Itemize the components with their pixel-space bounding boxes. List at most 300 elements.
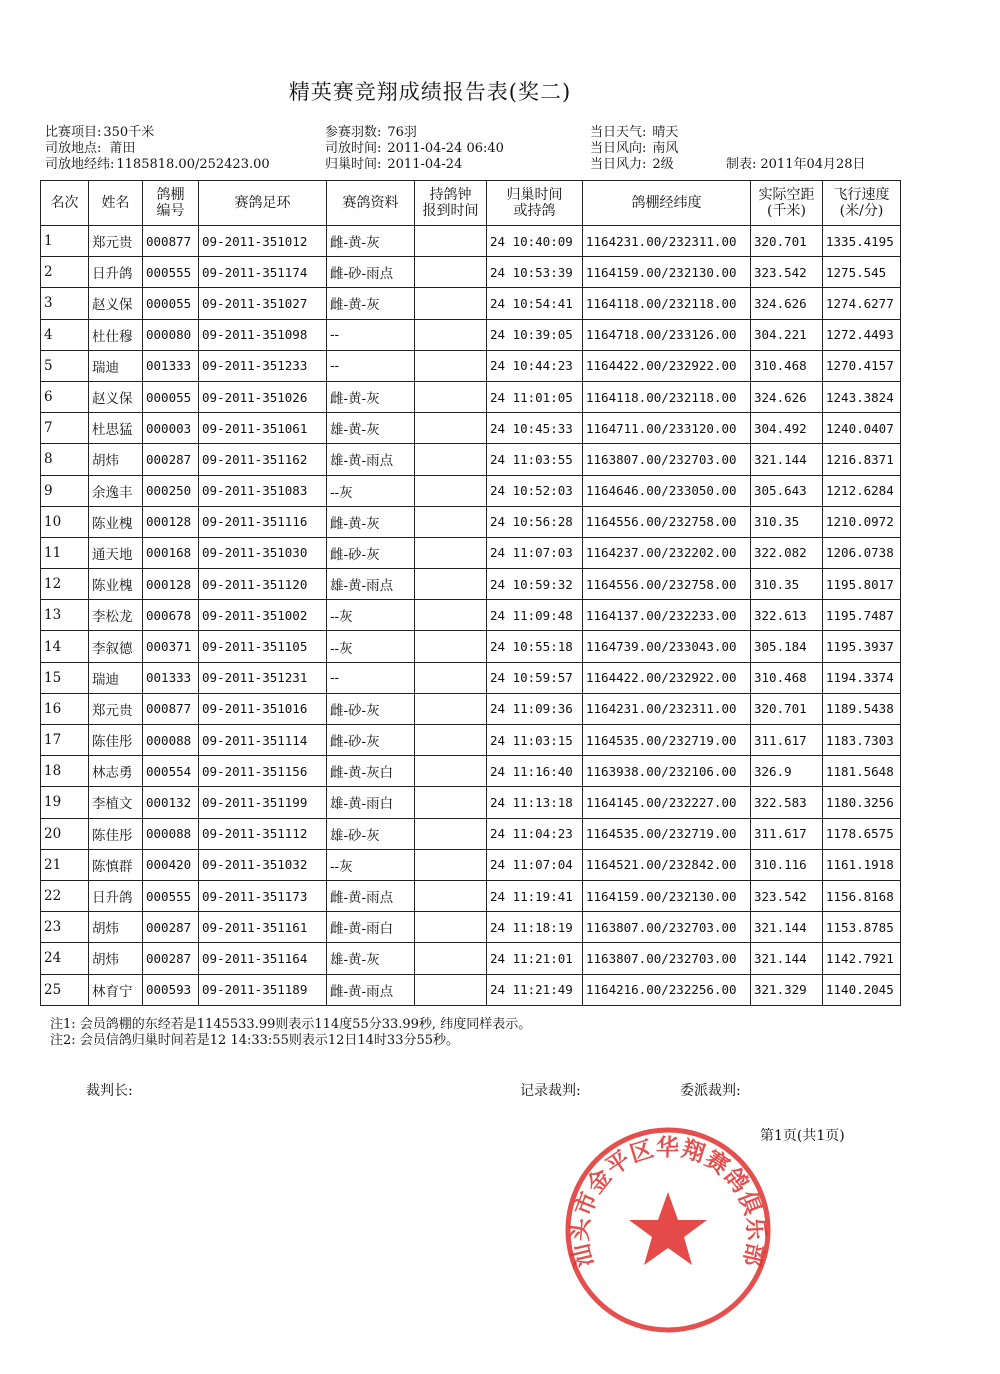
- cell-arrival: 24 11:21:49: [487, 974, 583, 1005]
- cell-info: 雄-黄-雨点: [327, 569, 415, 600]
- cell-clock: [415, 319, 487, 350]
- cell-speed: 1274.6277: [823, 288, 901, 319]
- cell-info: --: [327, 319, 415, 350]
- report-title: 精英赛竞翔成绩报告表(奖二): [288, 80, 572, 104]
- cell-rank: 4: [41, 319, 89, 350]
- header-arrival-time: 归巢时间 或持鸽: [487, 181, 583, 226]
- cell-loft: 000371: [143, 631, 199, 662]
- cell-ring: 09-2011-351199: [199, 787, 327, 818]
- cell-clock: [415, 849, 487, 880]
- recording-judge-label: 记录裁判:: [520, 1083, 581, 1099]
- cell-clock: [415, 226, 487, 257]
- table-row: [41, 288, 901, 319]
- cell-arrival: 24 10:45:33: [487, 413, 583, 444]
- table-row: [41, 974, 901, 1005]
- cell-name: 赵义保: [89, 381, 143, 412]
- cell-arrival: 24 11:19:41: [487, 880, 583, 911]
- cell-clock: [415, 257, 487, 288]
- weather-value: 晴天: [652, 125, 679, 140]
- cell-info: 雄-黄-雨点: [327, 444, 415, 475]
- cell-clock: [415, 818, 487, 849]
- cell-speed: 1195.3937: [823, 631, 901, 662]
- cell-speed: 1195.8017: [823, 569, 901, 600]
- cell-distance: 323.542: [751, 880, 823, 911]
- cell-info: 雌-砂-灰: [327, 693, 415, 724]
- cell-distance: 310.116: [751, 849, 823, 880]
- cell-coords: 1164718.00/233126.00: [583, 319, 751, 350]
- cell-arrival: 24 10:39:05: [487, 319, 583, 350]
- cell-info: 雄-砂-灰: [327, 818, 415, 849]
- cell-distance: 310.35: [751, 506, 823, 537]
- cell-distance: 322.583: [751, 787, 823, 818]
- return-time-value: 2011-04-24: [387, 157, 463, 172]
- cell-distance: 304.221: [751, 319, 823, 350]
- cell-speed: 1161.1918: [823, 849, 901, 880]
- cell-arrival: 24 11:03:55: [487, 444, 583, 475]
- cell-rank: 20: [41, 818, 89, 849]
- cell-loft: 001333: [143, 662, 199, 693]
- results-body: [41, 226, 901, 1006]
- header-speed: 飞行速度 (米/分): [823, 181, 901, 226]
- cell-speed: 1195.7487: [823, 600, 901, 631]
- cell-info: 雌-黄-灰: [327, 506, 415, 537]
- cell-loft: 000128: [143, 569, 199, 600]
- cell-rank: 2: [41, 257, 89, 288]
- info-column-middle: [325, 125, 504, 173]
- cell-name: 李叙德: [89, 631, 143, 662]
- cell-ring: 09-2011-351114: [199, 725, 327, 756]
- cell-rank: 11: [41, 537, 89, 568]
- cell-arrival: 24 11:21:01: [487, 943, 583, 974]
- cell-clock: [415, 381, 487, 412]
- cell-arrival: 24 10:56:28: [487, 506, 583, 537]
- cell-coords: 1164646.00/233050.00: [583, 475, 751, 506]
- svg-text:汕头市金平区华翔赛鸽俱乐部: 汕头市金平区华翔赛鸽俱乐部: [566, 1134, 770, 1270]
- results-table: [40, 180, 901, 1006]
- header-loft-no: 鸽棚 编号: [143, 181, 199, 226]
- cell-arrival: 24 10:52:03: [487, 475, 583, 506]
- cell-ring: 09-2011-351027: [199, 288, 327, 319]
- cell-coords: 1164216.00/232256.00: [583, 974, 751, 1005]
- cell-info: 雌-黄-雨点: [327, 974, 415, 1005]
- seal-star-icon: [629, 1192, 707, 1265]
- table-row: [41, 319, 901, 350]
- cell-rank: 8: [41, 444, 89, 475]
- table-row: [41, 569, 901, 600]
- header-rank: 名次: [41, 181, 89, 226]
- cell-info: 雄-黄-雨白: [327, 787, 415, 818]
- cell-arrival: 24 10:54:41: [487, 288, 583, 319]
- cell-clock: [415, 725, 487, 756]
- cell-loft: 000555: [143, 880, 199, 911]
- cell-clock: [415, 631, 487, 662]
- info-column-right: [590, 125, 678, 173]
- header-distance: 实际空距 (千米): [751, 181, 823, 226]
- cell-speed: 1180.3256: [823, 787, 901, 818]
- club-seal-stamp: [558, 1120, 778, 1340]
- cell-ring: 09-2011-351161: [199, 912, 327, 943]
- cell-ring: 09-2011-351098: [199, 319, 327, 350]
- cell-coords: 1164556.00/232758.00: [583, 506, 751, 537]
- header-name: 姓名: [89, 181, 143, 226]
- release-place-value: 莆田: [109, 141, 136, 156]
- table-row: [41, 257, 901, 288]
- cell-ring: 09-2011-351164: [199, 943, 327, 974]
- table-row: [41, 756, 901, 787]
- cell-distance: 320.701: [751, 226, 823, 257]
- cell-clock: [415, 350, 487, 381]
- cell-arrival: 24 11:18:19: [487, 912, 583, 943]
- cell-name: 陈业槐: [89, 569, 143, 600]
- cell-info: 雌-黄-雨白: [327, 912, 415, 943]
- cell-name: 杜仕穆: [89, 319, 143, 350]
- cell-loft: 000055: [143, 381, 199, 412]
- cell-speed: 1210.0972: [823, 506, 901, 537]
- cell-arrival: 24 11:07:04: [487, 849, 583, 880]
- cell-coords: 1163807.00/232703.00: [583, 943, 751, 974]
- header-ring: 赛鸽足环: [199, 181, 327, 226]
- cell-coords: 1164145.00/232227.00: [583, 787, 751, 818]
- chief-judge-label: 裁判长:: [86, 1083, 133, 1099]
- wind-direction-label: 当日风向:: [590, 141, 647, 156]
- cell-rank: 14: [41, 631, 89, 662]
- cell-info: 雌-砂-灰: [327, 725, 415, 756]
- table-row: [41, 381, 901, 412]
- cell-distance: 324.626: [751, 288, 823, 319]
- cell-clock: [415, 787, 487, 818]
- wind-force-label: 当日风力:: [590, 157, 647, 172]
- table-row: [41, 350, 901, 381]
- cell-loft: 000128: [143, 506, 199, 537]
- cell-coords: 1164535.00/232719.00: [583, 725, 751, 756]
- cell-coords: 1163807.00/232703.00: [583, 444, 751, 475]
- cell-ring: 09-2011-351026: [199, 381, 327, 412]
- cell-distance: 305.184: [751, 631, 823, 662]
- cell-distance: 310.35: [751, 569, 823, 600]
- cell-loft: 000080: [143, 319, 199, 350]
- cell-distance: 305.643: [751, 475, 823, 506]
- cell-coords: 1164535.00/232719.00: [583, 818, 751, 849]
- cell-name: 陈佳彤: [89, 725, 143, 756]
- cell-clock: [415, 756, 487, 787]
- cell-rank: 7: [41, 413, 89, 444]
- cell-speed: 1240.0407: [823, 413, 901, 444]
- cell-arrival: 24 10:40:09: [487, 226, 583, 257]
- cell-clock: [415, 506, 487, 537]
- cell-arrival: 24 10:59:32: [487, 569, 583, 600]
- table-row: [41, 787, 901, 818]
- cell-coords: 1164231.00/232311.00: [583, 226, 751, 257]
- table-row: [41, 506, 901, 537]
- cell-speed: 1181.5648: [823, 756, 901, 787]
- cell-arrival: 24 11:09:36: [487, 693, 583, 724]
- cell-name: 胡炜: [89, 912, 143, 943]
- cell-clock: [415, 569, 487, 600]
- cell-distance: 310.468: [751, 662, 823, 693]
- cell-rank: 19: [41, 787, 89, 818]
- cell-loft: 000088: [143, 818, 199, 849]
- cell-clock: [415, 537, 487, 568]
- cell-arrival: 24 11:07:03: [487, 537, 583, 568]
- cell-distance: 321.144: [751, 912, 823, 943]
- cell-speed: 1272.4493: [823, 319, 901, 350]
- cell-ring: 09-2011-351083: [199, 475, 327, 506]
- cell-name: 胡炜: [89, 943, 143, 974]
- cell-speed: 1189.5438: [823, 693, 901, 724]
- cell-clock: [415, 880, 487, 911]
- cell-distance: 311.617: [751, 725, 823, 756]
- cell-clock: [415, 444, 487, 475]
- cell-arrival: 24 11:03:15: [487, 725, 583, 756]
- table-row: [41, 537, 901, 568]
- cell-clock: [415, 475, 487, 506]
- cell-name: 余逸丰: [89, 475, 143, 506]
- cell-info: 雌-黄-灰: [327, 381, 415, 412]
- cell-speed: 1275.545: [823, 257, 901, 288]
- entries-label: 参赛羽数:: [325, 125, 382, 140]
- cell-name: 林育宁: [89, 974, 143, 1005]
- cell-info: --灰: [327, 600, 415, 631]
- weather-label: 当日天气:: [590, 125, 647, 140]
- cell-coords: 1164159.00/232130.00: [583, 880, 751, 911]
- cell-name: 胡炜: [89, 444, 143, 475]
- cell-rank: 9: [41, 475, 89, 506]
- cell-rank: 18: [41, 756, 89, 787]
- cell-loft: 000593: [143, 974, 199, 1005]
- cell-speed: 1194.3374: [823, 662, 901, 693]
- cell-arrival: 24 10:53:39: [487, 257, 583, 288]
- cell-speed: 1183.7303: [823, 725, 901, 756]
- made-date-value: 2011年04月28日: [760, 157, 866, 172]
- cell-name: 李植文: [89, 787, 143, 818]
- made-label: 制表:: [726, 157, 757, 172]
- cell-name: 日升鸽: [89, 880, 143, 911]
- cell-info: --灰: [327, 849, 415, 880]
- cell-loft: 000287: [143, 912, 199, 943]
- cell-ring: 09-2011-351032: [199, 849, 327, 880]
- cell-info: 雌-黄-灰: [327, 288, 415, 319]
- release-time-value: 2011-04-24 06:40: [387, 141, 504, 156]
- table-row: [41, 600, 901, 631]
- cell-ring: 09-2011-351002: [199, 600, 327, 631]
- cell-distance: 321.144: [751, 943, 823, 974]
- table-row: [41, 849, 901, 880]
- cell-info: 雌-黄-灰白: [327, 756, 415, 787]
- cell-ring: 09-2011-351105: [199, 631, 327, 662]
- entries-value: 76羽: [387, 125, 417, 140]
- cell-info: 雌-砂-灰: [327, 537, 415, 568]
- cell-distance: 322.613: [751, 600, 823, 631]
- cell-rank: 5: [41, 350, 89, 381]
- cell-ring: 09-2011-351173: [199, 880, 327, 911]
- cell-clock: [415, 662, 487, 693]
- table-row: [41, 631, 901, 662]
- cell-rank: 17: [41, 725, 89, 756]
- cell-rank: 13: [41, 600, 89, 631]
- release-place-label: 司放地点:: [45, 141, 102, 156]
- cell-rank: 6: [41, 381, 89, 412]
- cell-loft: 000168: [143, 537, 199, 568]
- cell-loft: 000420: [143, 849, 199, 880]
- cell-coords: 1164739.00/233043.00: [583, 631, 751, 662]
- cell-ring: 09-2011-351112: [199, 818, 327, 849]
- cell-distance: 326.9: [751, 756, 823, 787]
- cell-rank: 3: [41, 288, 89, 319]
- cell-speed: 1156.8168: [823, 880, 901, 911]
- cell-arrival: 24 10:59:57: [487, 662, 583, 693]
- table-row: [41, 725, 901, 756]
- table-row: [41, 662, 901, 693]
- cell-rank: 24: [41, 943, 89, 974]
- cell-distance: 321.144: [751, 444, 823, 475]
- cell-coords: 1163807.00/232703.00: [583, 912, 751, 943]
- cell-name: 杜思猛: [89, 413, 143, 444]
- cell-ring: 09-2011-351189: [199, 974, 327, 1005]
- cell-loft: 000287: [143, 943, 199, 974]
- wind-direction-value: 南风: [652, 141, 679, 156]
- cell-loft: 000250: [143, 475, 199, 506]
- table-row: [41, 880, 901, 911]
- cell-ring: 09-2011-351233: [199, 350, 327, 381]
- cell-coords: 1164711.00/233120.00: [583, 413, 751, 444]
- cell-coords: 1164118.00/232118.00: [583, 381, 751, 412]
- cell-clock: [415, 912, 487, 943]
- cell-name: 通天地: [89, 537, 143, 568]
- cell-loft: 000003: [143, 413, 199, 444]
- cell-coords: 1164159.00/232130.00: [583, 257, 751, 288]
- cell-distance: 324.626: [751, 381, 823, 412]
- cell-name: 林志勇: [89, 756, 143, 787]
- cell-coords: 1164556.00/232758.00: [583, 569, 751, 600]
- made-date: [726, 153, 866, 172]
- cell-arrival: 24 11:09:48: [487, 600, 583, 631]
- cell-arrival: 24 11:16:40: [487, 756, 583, 787]
- cell-loft: 000287: [143, 444, 199, 475]
- cell-rank: 16: [41, 693, 89, 724]
- cell-info: --灰: [327, 631, 415, 662]
- cell-distance: 311.617: [751, 818, 823, 849]
- cell-speed: 1335.4195: [823, 226, 901, 257]
- cell-speed: 1140.2045: [823, 974, 901, 1005]
- cell-name: 郑元贵: [89, 226, 143, 257]
- cell-name: 日升鸽: [89, 257, 143, 288]
- info-column-left: [45, 125, 270, 173]
- cell-ring: 09-2011-351174: [199, 257, 327, 288]
- cell-speed: 1153.8785: [823, 912, 901, 943]
- table-row: [41, 444, 901, 475]
- cell-coords: 1164137.00/232233.00: [583, 600, 751, 631]
- release-coords-value: 1185818.00/252423.00: [116, 157, 270, 172]
- cell-arrival: 24 10:55:18: [487, 631, 583, 662]
- cell-name: 瑞迪: [89, 662, 143, 693]
- header-loft-coords: 鸽棚经纬度: [583, 181, 751, 226]
- cell-arrival: 24 11:04:23: [487, 818, 583, 849]
- cell-ring: 09-2011-351012: [199, 226, 327, 257]
- table-header-row: [41, 181, 901, 226]
- cell-name: 陈慎群: [89, 849, 143, 880]
- cell-speed: 1270.4157: [823, 350, 901, 381]
- cell-ring: 09-2011-351030: [199, 537, 327, 568]
- cell-rank: 23: [41, 912, 89, 943]
- cell-loft: 001333: [143, 350, 199, 381]
- cell-distance: 310.468: [751, 350, 823, 381]
- cell-distance: 304.492: [751, 413, 823, 444]
- table-row: [41, 943, 901, 974]
- table-row: [41, 413, 901, 444]
- footnotes: [50, 1017, 531, 1049]
- header-clock-time: 持鸽钟 报到时间: [415, 181, 487, 226]
- table-row: [41, 693, 901, 724]
- cell-clock: [415, 974, 487, 1005]
- cell-ring: 09-2011-351016: [199, 693, 327, 724]
- cell-name: 陈佳彤: [89, 818, 143, 849]
- cell-speed: 1243.3824: [823, 381, 901, 412]
- cell-loft: 000554: [143, 756, 199, 787]
- cell-info: --: [327, 350, 415, 381]
- cell-rank: 21: [41, 849, 89, 880]
- header-pigeon-info: 赛鸽资料: [327, 181, 415, 226]
- table-row: [41, 912, 901, 943]
- page-number: 第1页(共1页): [760, 1128, 845, 1144]
- race-item-label: 比赛项目:: [45, 125, 102, 140]
- cell-speed: 1142.7921: [823, 943, 901, 974]
- cell-rank: 25: [41, 974, 89, 1005]
- cell-loft: 000877: [143, 226, 199, 257]
- cell-info: 雌-黄-雨点: [327, 880, 415, 911]
- cell-rank: 12: [41, 569, 89, 600]
- cell-name: 郑元贵: [89, 693, 143, 724]
- cell-ring: 09-2011-351162: [199, 444, 327, 475]
- cell-coords: 1163938.00/232106.00: [583, 756, 751, 787]
- cell-clock: [415, 413, 487, 444]
- cell-distance: 322.082: [751, 537, 823, 568]
- cell-rank: 1: [41, 226, 89, 257]
- cell-distance: 323.542: [751, 257, 823, 288]
- cell-rank: 22: [41, 880, 89, 911]
- cell-loft: 000555: [143, 257, 199, 288]
- cell-rank: 10: [41, 506, 89, 537]
- cell-arrival: 24 11:01:05: [487, 381, 583, 412]
- table-row: [41, 475, 901, 506]
- wind-force-value: 2级: [652, 157, 674, 172]
- cell-ring: 09-2011-351120: [199, 569, 327, 600]
- cell-info: 雌-黄-灰: [327, 226, 415, 257]
- race-item-value: 350千米: [103, 125, 155, 140]
- cell-distance: 321.329: [751, 974, 823, 1005]
- cell-clock: [415, 288, 487, 319]
- footnote-2: 注2: 会员信鸽归巢时间若是12 14:33:55则表示12日14时33分55秒。: [50, 1033, 460, 1048]
- cell-clock: [415, 600, 487, 631]
- release-coords-label: 司放地经纬:: [45, 157, 115, 172]
- cell-info: --灰: [327, 475, 415, 506]
- cell-speed: 1212.6284: [823, 475, 901, 506]
- cell-info: 雄-黄-灰: [327, 413, 415, 444]
- cell-name: 陈业槐: [89, 506, 143, 537]
- cell-ring: 09-2011-351156: [199, 756, 327, 787]
- cell-rank: 15: [41, 662, 89, 693]
- table-row: [41, 226, 901, 257]
- appointed-judge-label: 委派裁判:: [680, 1083, 741, 1099]
- cell-info: --: [327, 662, 415, 693]
- cell-coords: 1164422.00/232922.00: [583, 350, 751, 381]
- cell-name: 李松龙: [89, 600, 143, 631]
- cell-arrival: 24 11:13:18: [487, 787, 583, 818]
- cell-ring: 09-2011-351116: [199, 506, 327, 537]
- cell-speed: 1216.8371: [823, 444, 901, 475]
- return-time-label: 归巢时间:: [325, 157, 382, 172]
- footnote-1: 注1: 会员鸽棚的东经若是1145533.99则表示114度55分33.99秒, 纬度同样表示。: [50, 1017, 532, 1032]
- cell-loft: 000088: [143, 725, 199, 756]
